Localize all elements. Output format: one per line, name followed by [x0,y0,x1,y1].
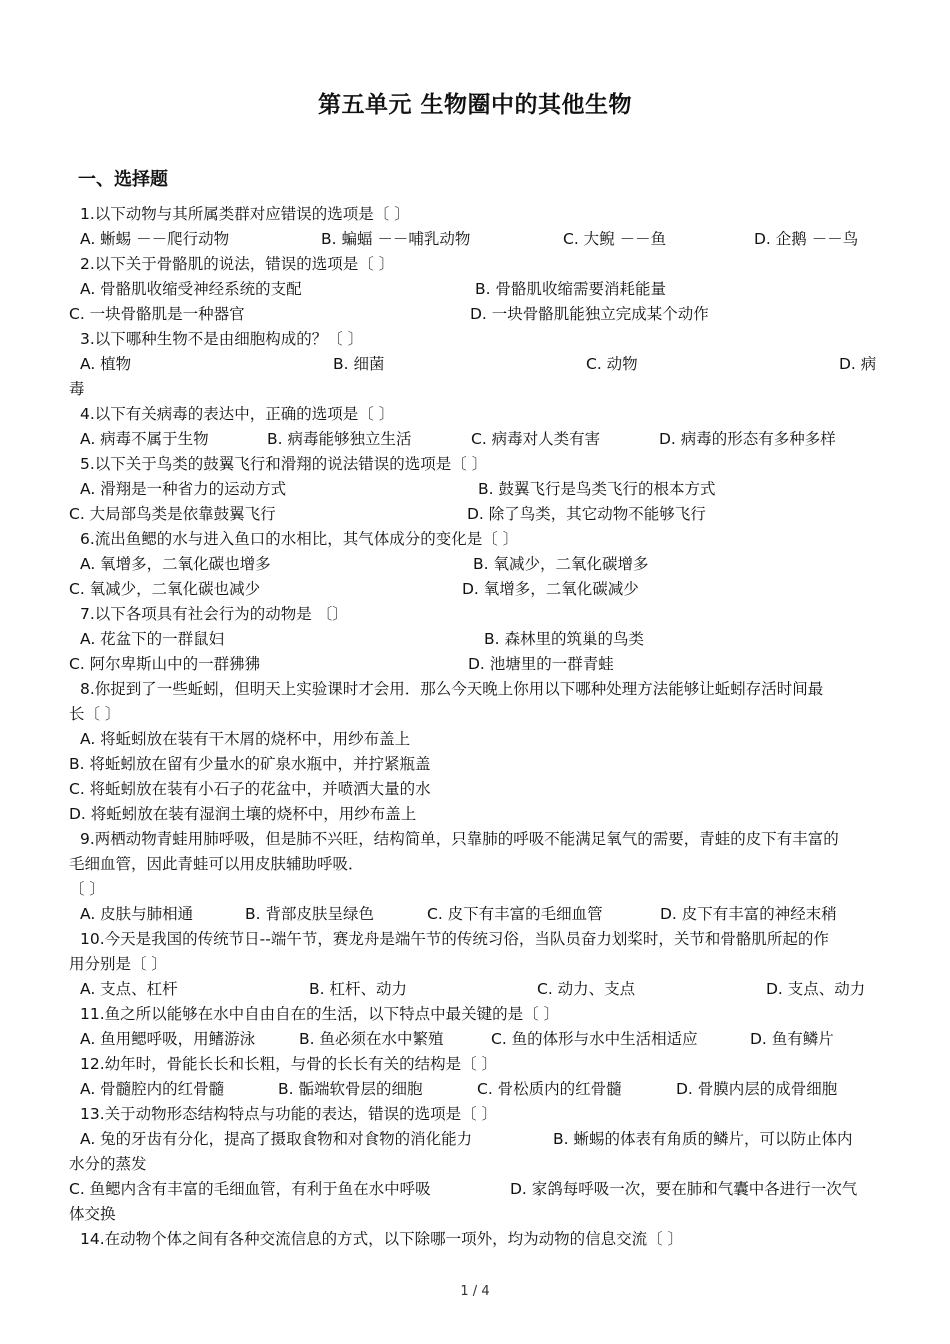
q12-option-d: D. 骨膜内层的成骨细胞 [676,1080,838,1098]
q12-option-c: C. 骨松质内的红骨髓 [477,1080,622,1098]
q4-option-b: B. 病毒能够独立生活 [267,430,412,448]
question-3: 3.以下哪种生物不是由细胞构成的？〔 〕 [80,330,364,348]
question-11: 11.鱼之所以能够在水中自由自在的生活，以下特点中最关键的是〔 〕 [80,1005,560,1023]
q3-option-c: C. 动物 [586,355,638,373]
q7-option-d: D. 池塘里的一群青蛙 [468,655,614,673]
q4-option-d: D. 病毒的形态有多种多样 [659,430,836,448]
q8-option-a: A. 将蚯蚓放在装有干木屑的烧杯中，用纱布盖上 [80,730,411,748]
question-9: 9.两栖动物青蛙用肺呼吸，但是肺不兴旺，结构简单，只靠肺的呼吸不能满足氧气的需要，青蛙的皮下有丰富的 [80,830,839,848]
q10-option-b: B. 杠杆、动力 [309,980,407,998]
q6-option-d: D. 氧增多，二氧化碳减少 [462,580,639,598]
q5-option-c: C. 大局部鸟类是依靠鼓翼飞行 [69,505,276,523]
question-10: 10.今天是我国的传统节日--端午节，赛龙舟是端午节的传统习俗，当队员奋力划桨时，关节和骨骼肌所起的作 [80,930,829,948]
q4-option-a: A. 病毒不属于生物 [80,430,209,448]
q9-option-b: B. 背部皮肤呈绿色 [245,905,374,923]
question-7: 7.以下各项具有社会行为的动物是 〔〕 [80,605,348,623]
question-13: 13.关于动物形态结构特点与功能的表达，错误的选项是〔 〕 [80,1105,498,1123]
question-4: 4.以下有关病毒的表达中，正确的选项是〔 〕 [80,405,395,423]
q2-option-d: D. 一块骨骼肌能独立完成某个动作 [470,305,709,323]
q8-option-b: B. 将蚯蚓放在留有少量水的矿泉水瓶中，并拧紧瓶盖 [69,755,431,773]
q10-option-a: A. 支点、杠杆 [80,980,178,998]
q7-option-c: C. 阿尔卑斯山中的一群狒狒 [69,655,261,673]
q7-option-a: A. 花盆下的一群鼠妇 [80,630,225,648]
q8-option-c: C. 将蚯蚓放在装有小石子的花盆中，并喷洒大量的水 [69,780,431,798]
q3-option-d-cont: 毒 [69,380,85,398]
q11-option-b: B. 鱼必须在水中繁殖 [299,1030,444,1048]
q11-option-c: C. 鱼的体形与水中生活相适应 [491,1030,698,1048]
q1-option-d: D. 企鹅 －－鸟 [754,230,859,248]
q1-option-b: B. 蝙蝠 －－哺乳动物 [321,230,471,248]
q13-option-b-cont: 水分的蒸发 [69,1155,147,1173]
question-14: 14.在动物个体之间有各种交流信息的方式，以下除哪一项外，均为动物的信息交流〔 〕 [80,1230,684,1248]
question-9-cont: 毛细血管，因此青蛙可以用皮肤辅助呼吸． [69,855,364,873]
q1-option-a: A. 蜥蜴 －－爬行动物 [80,230,230,248]
q6-option-a: A. 氧增多，二氧化碳也增多 [80,555,271,573]
page-title: 第五单元 生物圈中的其他生物 [317,92,632,118]
question-8: 8.你捉到了一些蚯蚓，但明天上实验课时才会用．那么今天晚上你用以下哪种处理方法能够让蚯蚓存活时间最 [80,680,824,698]
q13-option-d-cont: 体交换 [69,1205,116,1223]
q3-option-a: A. 植物 [80,355,132,373]
question-5: 5.以下关于鸟类的鼓翼飞行和滑翔的说法错误的选项是〔 〕 [80,455,488,473]
q13-option-c: C. 鱼鳃内含有丰富的毛细血管，有利于鱼在水中呼吸 [69,1180,431,1198]
q12-option-a: A. 骨髓腔内的红骨髓 [80,1080,225,1098]
question-10-cont: 用分别是〔 〕 [69,955,167,973]
q5-option-a: A. 滑翔是一种省力的运动方式 [80,480,287,498]
q11-option-a: A. 鱼用鳃呼吸，用鳍游泳 [80,1030,256,1048]
section-heading: 一、选择题 [78,169,168,190]
q10-option-d: D. 支点、动力 [766,980,866,998]
q8-option-d: D. 将蚯蚓放在装有湿润土壤的烧杯中，用纱布盖上 [69,805,417,823]
q3-option-b: B. 细菌 [333,355,385,373]
q9-option-a: A. 皮肤与肺相通 [80,905,194,923]
question-6: 6.流出鱼鳃的水与进入鱼口的水相比，其气体成分的变化是〔 〕 [80,530,519,548]
question-8-cont: 长〔 〕 [69,705,121,723]
q2-option-c: C. 一块骨骼肌是一种器官 [69,305,245,323]
q13-option-b: B. 蜥蜴的体表有角质的鳞片，可以防止体内 [553,1130,853,1148]
q2-option-b: B. 骨骼肌收缩需要消耗能量 [475,280,666,298]
q10-option-c: C. 动力、支点 [537,980,636,998]
q4-option-c: C. 病毒对人类有害 [471,430,601,448]
question-1: 1.以下动物与其所属类群对应错误的选项是〔 〕 [80,205,410,223]
q13-option-a: A. 兔的牙齿有分化，提高了摄取食物和对食物的消化能力 [80,1130,473,1148]
question-2: 2.以下关于骨骼肌的说法，错误的选项是〔 〕 [80,255,395,273]
q13-option-d: D. 家鸽每呼吸一次，要在肺和气囊中各进行一次气 [510,1180,858,1198]
question-12: 12.幼年时，骨能长长和长粗，与骨的长长有关的结构是〔 〕 [80,1055,498,1073]
q3-option-d: D. 病 [839,355,877,373]
q11-option-d: D. 鱼有鳞片 [750,1030,834,1048]
q5-option-d: D. 除了鸟类，其它动物不能够飞行 [467,505,706,523]
q9-option-d: D. 皮下有丰富的神经末稍 [660,905,837,923]
page-number: 1 / 4 [460,1284,490,1299]
q2-option-a: A. 骨骼肌收缩受神经系统的支配 [80,280,302,298]
q7-option-b: B. 森林里的筑巢的鸟类 [484,630,644,648]
q6-option-b: B. 氧减少，二氧化碳增多 [473,555,649,573]
q6-option-c: C. 氧减少，二氧化碳也减少 [69,580,261,598]
q9-option-c: C. 皮下有丰富的毛细血管 [427,905,603,923]
q5-option-b: B. 鼓翼飞行是鸟类飞行的根本方式 [478,480,716,498]
q1-option-c: C. 大鲵 －－鱼 [563,230,667,248]
q12-option-b: B. 骺端软骨层的细胞 [278,1080,423,1098]
question-9-bracket: 〔 〕 [69,880,105,898]
